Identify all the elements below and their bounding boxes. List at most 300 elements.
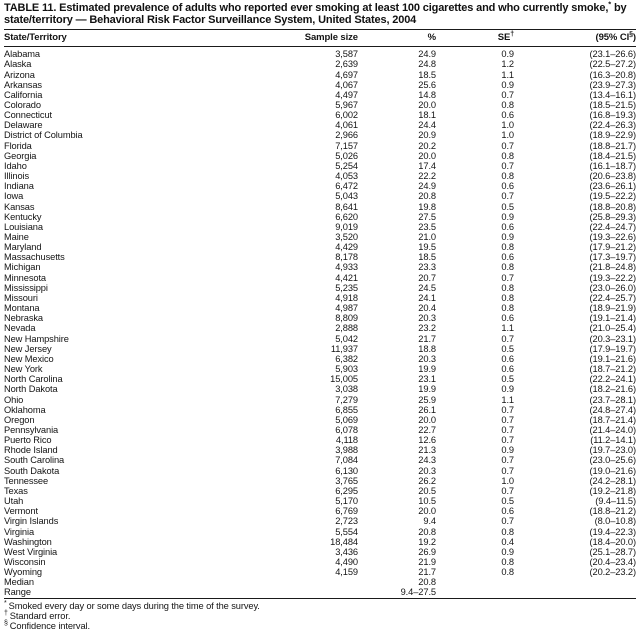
- percent-cell: 20.8: [418, 577, 436, 588]
- table-title: [4, 0, 636, 26]
- sample-size-cell: 15,005: [330, 374, 358, 385]
- se-cell: 0.7: [501, 191, 514, 202]
- state-cell: Rhode Island: [4, 445, 58, 456]
- se-cell: 0.9: [501, 546, 514, 557]
- percent-cell: 20.7: [418, 272, 436, 283]
- table-row: [4, 202, 636, 212]
- state-cell: West Virginia: [4, 546, 58, 557]
- table-row: [4, 141, 636, 151]
- state-cell: Range: [4, 587, 31, 598]
- state-cell: Minnesota: [4, 272, 46, 283]
- ci-cell: (23.7–28.1): [589, 394, 636, 405]
- se-cell: 0.8: [501, 282, 514, 293]
- state-cell: Arkansas: [4, 79, 42, 90]
- sample-size-cell: 8,809: [335, 313, 358, 324]
- ci-cell: (20.2–23.2): [589, 567, 636, 578]
- ci-cell: (20.4–23.4): [589, 557, 636, 567]
- ci-cell: (17.9–19.7): [589, 343, 636, 354]
- se-cell: 0.7: [501, 140, 514, 151]
- column-header-percent: %: [427, 32, 436, 44]
- table-row: [4, 587, 636, 598]
- sample-size-cell: 4,933: [335, 262, 358, 273]
- state-cell: Michigan: [4, 262, 41, 273]
- percent-cell: 17.4: [418, 160, 436, 171]
- table-row: [4, 567, 636, 577]
- ci-cell: (16.8–19.3): [589, 110, 636, 121]
- state-cell: District of Columbia: [4, 130, 83, 141]
- percent-cell: 20.5: [418, 485, 436, 496]
- se-cell: 0.8: [501, 171, 514, 182]
- percent-cell: 18.1: [418, 110, 436, 121]
- se-cell: 0.7: [501, 485, 514, 496]
- table-row: [4, 323, 636, 333]
- se-footnote-marker: †: [510, 31, 514, 39]
- se-cell: 0.5: [501, 343, 514, 354]
- sample-size-cell: 4,159: [335, 567, 358, 578]
- prevalence-table: [4, 29, 636, 598]
- se-cell: 1.0: [501, 120, 514, 131]
- state-cell: Utah: [4, 496, 24, 507]
- se-cell: 0.8: [501, 292, 514, 303]
- state-cell: Texas: [4, 485, 28, 496]
- state-cell: Maine: [4, 232, 29, 242]
- percent-cell: 22.2: [418, 171, 436, 182]
- percent-cell: 20.3: [418, 353, 436, 364]
- sample-size-cell: [292, 577, 358, 587]
- ci-cell: (19.1–21.4): [589, 313, 636, 324]
- table-row: [4, 506, 636, 516]
- sample-size-cell: 7,279: [335, 394, 358, 405]
- se-cell: [436, 577, 514, 587]
- sample-size-cell: 9,019: [335, 221, 358, 232]
- table-row: [4, 354, 636, 364]
- table-row: [4, 435, 636, 445]
- ci-cell: (22.4–25.7): [589, 292, 636, 303]
- ci-cell: (19.3–22.6): [589, 232, 636, 242]
- ci-cell: (25.1–28.7): [589, 546, 636, 557]
- table-row: [4, 455, 636, 465]
- ci-cell: [514, 587, 636, 598]
- se-cell: 0.7: [501, 414, 514, 425]
- footnote-text: Confidence interval.: [9, 621, 90, 632]
- ci-cell: (19.0–21.6): [589, 465, 636, 476]
- percent-cell: 26.9: [418, 546, 436, 557]
- ci-label: (95% CI: [595, 32, 630, 44]
- se-cell: 0.5: [501, 201, 514, 212]
- ci-cell: (8.0–10.8): [594, 516, 636, 527]
- ci-cell: (18.4–21.5): [589, 150, 636, 161]
- percent-cell: 20.3: [418, 313, 436, 324]
- footnotes: [4, 601, 636, 632]
- state-cell: Massachusetts: [4, 252, 65, 263]
- table-header: [4, 30, 636, 47]
- se-cell: 0.9: [501, 384, 514, 395]
- percent-cell: 9.4: [423, 516, 436, 527]
- ci-cell: (23.9–27.3): [589, 79, 636, 90]
- column-header-se: [436, 30, 514, 47]
- se-cell: 0.9: [501, 445, 514, 456]
- table-row: [4, 384, 636, 394]
- ci-cell: (18.4–20.0): [589, 536, 636, 547]
- percent-cell: 21.3: [418, 445, 436, 456]
- se-cell: 0.8: [501, 99, 514, 110]
- percent-cell: 21.9: [418, 557, 436, 567]
- table-row: [4, 466, 636, 476]
- percent-cell: 20.8: [418, 191, 436, 202]
- percent-cell: 20.2: [418, 140, 436, 151]
- ci-cell: (9.4–11.5): [595, 496, 636, 507]
- table-row: [4, 90, 636, 100]
- se-cell: 0.7: [501, 516, 514, 527]
- percent-cell: 20.8: [418, 526, 436, 537]
- state-cell: New Jersey: [4, 343, 52, 354]
- sample-size-cell: 5,554: [335, 526, 358, 537]
- se-cell: 0.5: [501, 374, 514, 385]
- se-cell: 0.7: [501, 424, 514, 435]
- se-cell: 0.8: [501, 242, 514, 253]
- ci-cell: (25.8–29.3): [589, 211, 636, 222]
- ci-cell: (18.7–21.4): [589, 414, 636, 425]
- ci-cell: (17.9–21.2): [589, 242, 636, 253]
- table-body: [4, 47, 636, 598]
- sample-size-cell: 5,254: [335, 160, 358, 171]
- percent-cell: 23.1: [418, 374, 436, 385]
- percent-cell: 20.0: [418, 506, 436, 517]
- table-row: [4, 130, 636, 140]
- sample-size-cell: 6,620: [335, 211, 358, 222]
- ci-cell: (18.2–21.6): [589, 384, 636, 395]
- sample-size-cell: 5,042: [335, 333, 358, 344]
- table-row: [4, 344, 636, 354]
- ci-cell: (18.5–21.5): [589, 99, 636, 110]
- se-cell: 0.7: [501, 465, 514, 476]
- sample-size-cell: 3,520: [335, 232, 358, 242]
- percent-cell: 20.4: [418, 303, 436, 314]
- ci-cell: (23.1–26.6): [589, 49, 636, 60]
- table-row: [4, 80, 636, 90]
- state-cell: Iowa: [4, 191, 24, 202]
- ci-cell: (22.2–24.1): [589, 374, 636, 385]
- ci-cell: (18.8–20.8): [589, 201, 636, 212]
- ci-label-close: ): [632, 32, 636, 44]
- state-cell: Arizona: [4, 69, 35, 80]
- ci-cell: (19.5–22.2): [589, 191, 636, 202]
- ci-cell: (20.6–23.8): [589, 171, 636, 182]
- state-cell: Illinois: [4, 171, 30, 182]
- table-row: [4, 445, 636, 455]
- ci-cell: (23.6–26.1): [589, 181, 636, 192]
- sample-size-cell: 3,587: [335, 49, 358, 60]
- state-cell: Oregon: [4, 414, 35, 425]
- percent-cell: 26.1: [418, 404, 436, 415]
- table-row: [4, 161, 636, 171]
- ci-cell: (22.4–26.3): [589, 120, 636, 131]
- table-row: [4, 242, 636, 252]
- table-row: [4, 364, 636, 374]
- ci-cell: (19.4–22.3): [589, 526, 636, 537]
- ci-cell: (20.3–23.1): [589, 333, 636, 344]
- table-row: [4, 547, 636, 557]
- sample-size-cell: 2,639: [335, 59, 358, 70]
- sample-size-cell: 6,002: [335, 110, 358, 121]
- footnote-marker-dagger: †: [4, 609, 8, 617]
- percent-cell: 24.3: [418, 455, 436, 466]
- state-cell: Kansas: [4, 201, 35, 212]
- table-row: [4, 293, 636, 303]
- percent-cell: 26.2: [418, 475, 436, 486]
- table-row: [4, 415, 636, 425]
- percent-cell: 27.5: [418, 211, 436, 222]
- table-row: [4, 516, 636, 526]
- state-cell: Ohio: [4, 394, 24, 405]
- sample-size-cell: 5,967: [335, 99, 358, 110]
- sample-size-cell: 8,641: [335, 201, 358, 212]
- ci-cell: (22.5–27.2): [589, 59, 636, 70]
- state-cell: Virgin Islands: [4, 516, 59, 527]
- state-cell: Colorado: [4, 99, 41, 110]
- percent-cell: 18.5: [418, 69, 436, 80]
- table-row: [4, 232, 636, 242]
- sample-size-cell: 11,937: [330, 343, 358, 354]
- state-cell: Missouri: [4, 292, 38, 303]
- percent-cell: 20.0: [418, 414, 436, 425]
- state-cell: Washington: [4, 536, 52, 547]
- ci-cell: (22.4–24.7): [589, 221, 636, 232]
- sample-size-cell: 6,295: [335, 485, 358, 496]
- footnote-text: Standard error.: [9, 611, 71, 622]
- footnote-smoked-definition: [4, 601, 636, 611]
- se-cell: 0.7: [501, 333, 514, 344]
- title-footnote-marker: *: [608, 0, 612, 9]
- percent-cell: 24.9: [418, 49, 436, 60]
- table-row: [4, 557, 636, 567]
- state-cell: Idaho: [4, 160, 27, 171]
- percent-cell: 14.8: [418, 89, 436, 100]
- state-cell: Louisiana: [4, 221, 43, 232]
- se-cell: 0.8: [501, 567, 514, 578]
- table-row: [4, 486, 636, 496]
- table-row: [4, 496, 636, 506]
- percent-cell: 21.0: [418, 232, 436, 242]
- table-row: [4, 374, 636, 384]
- table-row: [4, 70, 636, 80]
- percent-cell: 24.9: [418, 181, 436, 192]
- percent-cell: 9.4–27.5: [400, 587, 436, 598]
- percent-cell: 20.0: [418, 150, 436, 161]
- percent-cell: 25.6: [418, 79, 436, 90]
- sample-size-cell: 5,069: [335, 414, 358, 425]
- percent-cell: 23.2: [418, 323, 436, 334]
- se-cell: 1.2: [501, 59, 514, 70]
- table-row: [4, 59, 636, 69]
- table-row: [4, 151, 636, 161]
- state-cell: Florida: [4, 140, 32, 151]
- state-cell: Delaware: [4, 120, 43, 131]
- se-cell: 0.6: [501, 252, 514, 263]
- percent-cell: 22.7: [418, 424, 436, 435]
- sample-size-cell: 5,026: [335, 150, 358, 161]
- se-cell: 0.8: [501, 262, 514, 273]
- sample-size-cell: 5,903: [335, 364, 358, 375]
- table-row: [4, 476, 636, 486]
- table-row: [4, 577, 636, 587]
- sample-size-cell: 4,490: [335, 557, 358, 567]
- sample-size-cell: 6,130: [335, 465, 358, 476]
- sample-size-cell: 7,084: [335, 455, 358, 466]
- ci-cell: (18.7–21.2): [589, 364, 636, 375]
- sample-size-cell: 5,235: [335, 282, 358, 293]
- state-cell: South Carolina: [4, 455, 65, 466]
- sample-size-cell: [292, 587, 358, 598]
- state-cell: Connecticut: [4, 110, 52, 121]
- state-cell: Median: [4, 577, 34, 588]
- sample-size-cell: 4,421: [335, 272, 358, 283]
- percent-cell: 25.9: [418, 394, 436, 405]
- ci-cell: (21.0–25.4): [589, 323, 636, 334]
- se-cell: 1.0: [501, 130, 514, 141]
- footnote-marker-section: §: [4, 620, 8, 628]
- se-cell: 0.9: [501, 211, 514, 222]
- table-row: [4, 262, 636, 272]
- footnote-confidence-interval: [4, 621, 636, 631]
- ci-cell: (16.3–20.8): [589, 69, 636, 80]
- sample-size-cell: 4,429: [335, 242, 358, 253]
- sample-size-cell: 3,038: [335, 384, 358, 395]
- se-cell: 0.7: [501, 89, 514, 100]
- se-cell: 0.8: [501, 557, 514, 567]
- state-cell: Kentucky: [4, 211, 42, 222]
- se-cell: [436, 587, 514, 598]
- sample-size-cell: 3,436: [335, 546, 358, 557]
- se-cell: 0.8: [501, 150, 514, 161]
- table-row: [4, 395, 636, 405]
- state-cell: Nebraska: [4, 313, 43, 324]
- se-cell: 0.7: [501, 160, 514, 171]
- se-cell: 0.5: [501, 496, 514, 507]
- ci-cell: (19.2–21.8): [589, 485, 636, 496]
- sample-size-cell: 4,987: [335, 303, 358, 314]
- footnote-marker-asterisk: *: [4, 599, 7, 607]
- table-row: [4, 212, 636, 222]
- state-cell: Alabama: [4, 49, 40, 60]
- table-row: [4, 120, 636, 130]
- column-header-sample-size: Sample size: [304, 32, 358, 44]
- se-cell: 0.9: [501, 232, 514, 242]
- se-cell: 0.6: [501, 364, 514, 375]
- se-cell: 1.1: [501, 69, 514, 80]
- state-cell: New Hampshire: [4, 333, 69, 344]
- state-cell: Tennessee: [4, 475, 49, 486]
- table-row: [4, 222, 636, 232]
- ci-cell: (18.8–21.2): [589, 506, 636, 517]
- se-cell: 0.7: [501, 455, 514, 466]
- percent-cell: 19.9: [418, 364, 436, 375]
- state-cell: North Dakota: [4, 384, 58, 395]
- sample-size-cell: 4,918: [335, 292, 358, 303]
- state-cell: Vermont: [4, 506, 38, 517]
- ci-footnote-marker: §: [629, 31, 633, 39]
- ci-cell: (13.4–16.1): [589, 89, 636, 100]
- ci-cell: (18.9–22.9): [589, 130, 636, 141]
- table-row: [4, 47, 636, 60]
- sample-size-cell: 6,382: [335, 353, 358, 364]
- ci-cell: (21.8–24.8): [589, 262, 636, 273]
- se-cell: 0.8: [501, 303, 514, 314]
- table-row: [4, 283, 636, 293]
- ci-cell: (16.1–18.7): [589, 160, 636, 171]
- table-row: [4, 171, 636, 181]
- sample-size-cell: 4,697: [335, 69, 358, 80]
- sample-size-cell: 7,157: [335, 140, 358, 151]
- se-cell: 0.6: [501, 181, 514, 192]
- ci-cell: (19.1–21.6): [589, 353, 636, 364]
- sample-size-cell: 4,497: [335, 89, 358, 100]
- state-cell: Mississippi: [4, 282, 48, 293]
- se-cell: 0.4: [501, 536, 514, 547]
- sample-size-cell: 2,966: [335, 130, 358, 141]
- state-cell: California: [4, 89, 43, 100]
- percent-cell: 12.6: [418, 435, 436, 446]
- percent-cell: 20.3: [418, 465, 436, 476]
- state-cell: New Mexico: [4, 353, 54, 364]
- ci-cell: (23.0–26.0): [589, 282, 636, 293]
- se-cell: 0.6: [501, 506, 514, 517]
- footnote-standard-error: [4, 611, 636, 621]
- table-row: [4, 405, 636, 415]
- se-cell: 0.6: [501, 313, 514, 324]
- table-row: [4, 181, 636, 191]
- percent-cell: 10.5: [418, 496, 436, 507]
- table-row: [4, 527, 636, 537]
- sample-size-cell: 3,765: [335, 475, 358, 486]
- sample-size-cell: 8,178: [335, 252, 358, 263]
- ci-cell: (19.3–22.2): [589, 272, 636, 283]
- se-cell: 0.6: [501, 353, 514, 364]
- percent-cell: 21.7: [418, 567, 436, 578]
- state-cell: Puerto Rico: [4, 435, 52, 446]
- se-cell: 1.1: [501, 323, 514, 334]
- table-row: [4, 334, 636, 344]
- sample-size-cell: 6,472: [335, 181, 358, 192]
- state-cell: North Carolina: [4, 374, 63, 385]
- se-cell: 1.1: [501, 394, 514, 405]
- table-header-row: [4, 30, 636, 47]
- se-cell: 0.6: [501, 110, 514, 121]
- state-cell: Nevada: [4, 323, 36, 334]
- sample-size-cell: 4,067: [335, 79, 358, 90]
- percent-cell: 24.5: [418, 282, 436, 293]
- percent-cell: 24.4: [418, 120, 436, 131]
- ci-cell: (18.8–21.7): [589, 140, 636, 151]
- state-cell: Virginia: [4, 526, 35, 537]
- sample-size-cell: 5,043: [335, 191, 358, 202]
- footnote-text: Smoked every day or some days during the time of the survey.: [8, 600, 260, 611]
- ci-cell: (23.0–25.6): [589, 455, 636, 466]
- ci-cell: (21.4–24.0): [589, 424, 636, 435]
- state-cell: Pennsylvania: [4, 424, 59, 435]
- sample-size-cell: 3,988: [335, 445, 358, 456]
- state-cell: South Dakota: [4, 465, 60, 476]
- percent-cell: 24.8: [418, 59, 436, 70]
- state-cell: Montana: [4, 303, 40, 314]
- percent-cell: 18.5: [418, 252, 436, 263]
- se-cell: 0.9: [501, 49, 514, 60]
- table-row: [4, 191, 636, 201]
- percent-cell: 18.8: [418, 343, 436, 354]
- state-cell: Wisconsin: [4, 557, 46, 567]
- ci-cell: (18.9–21.9): [589, 303, 636, 314]
- sample-size-cell: 6,769: [335, 506, 358, 517]
